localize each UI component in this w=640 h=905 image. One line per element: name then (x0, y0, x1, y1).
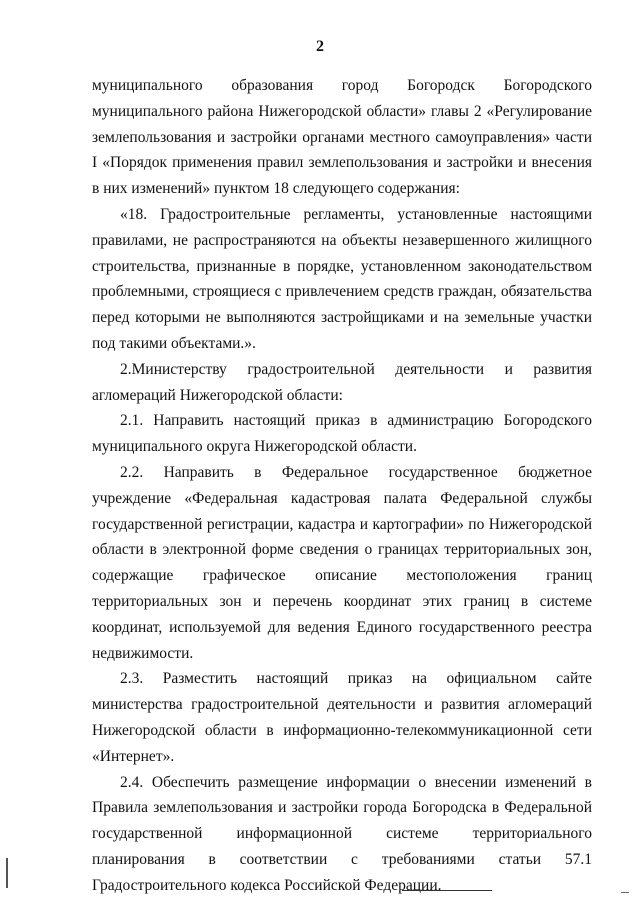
paragraph-clause-18: «18. Градостроительные регламенты, установленные настоящими правилами, не распространяются на объекты незавершенного жилищного строительства, признанные в порядке, установленном законодательством проблемными, строящиеся с привлечением средств граждан, обязательства перед которыми не выполняются застройщиками и на земельные участки под такими объектами.». (92, 205, 592, 352)
paragraph-item-2-2: 2.2. Направить в Федеральное государственное бюджетное учреждение «Федеральная кадастровая палата Федеральной службы государственной регистрации, кадастра и картографии» по Нижегородской области в электронной форме сведения о границах территориальных зон, содержащие графическое описание местоположения границ территориальных зон и перечень координат этих границ в системе координат, используемой для ведения Единого государственного реестра недвижимости. (92, 463, 592, 662)
document-body (92, 73, 592, 899)
paragraph-item-2-1: 2.1. Направить настоящий приказ в администрацию Богородского муниципального округа Нижегородской области. (92, 412, 592, 456)
bottom-rule (402, 890, 492, 891)
corner-mark (621, 892, 629, 893)
scan-edge-mark (6, 858, 8, 888)
paragraph-item-2-3: 2.3. Разместить настоящий приказ на официальном сайте министерства градостроительной деятельности и развития агломераций Нижегородской области в информационно-телекоммуникационной сети «Интернет». (92, 670, 592, 765)
paragraph-item-2-4: 2.4. Обеспечить размещение информации о внесении изменений в Правила землепользования и застройки города Богородска в Федеральной государственной информационной системе территориального планирования в соответствии с требованиями статьи 57.1 Градостроительного кодекса Российской Федерации. (92, 773, 592, 894)
paragraph-item-2: 2.Министерству градостроительной деятельности и развития агломераций Нижегородской области: (92, 360, 592, 404)
paragraph-continuation: муниципального образования город Богородск Богородского муниципального района Нижегородской области» главы 2 «Регулирование землепользования и застройки органами местного самоуправления» части I «Порядок применения правил землепользования и застройки и внесения в них изменений» пунктом 18 следующего содержания: (92, 77, 592, 198)
page-number: 2 (316, 38, 324, 55)
